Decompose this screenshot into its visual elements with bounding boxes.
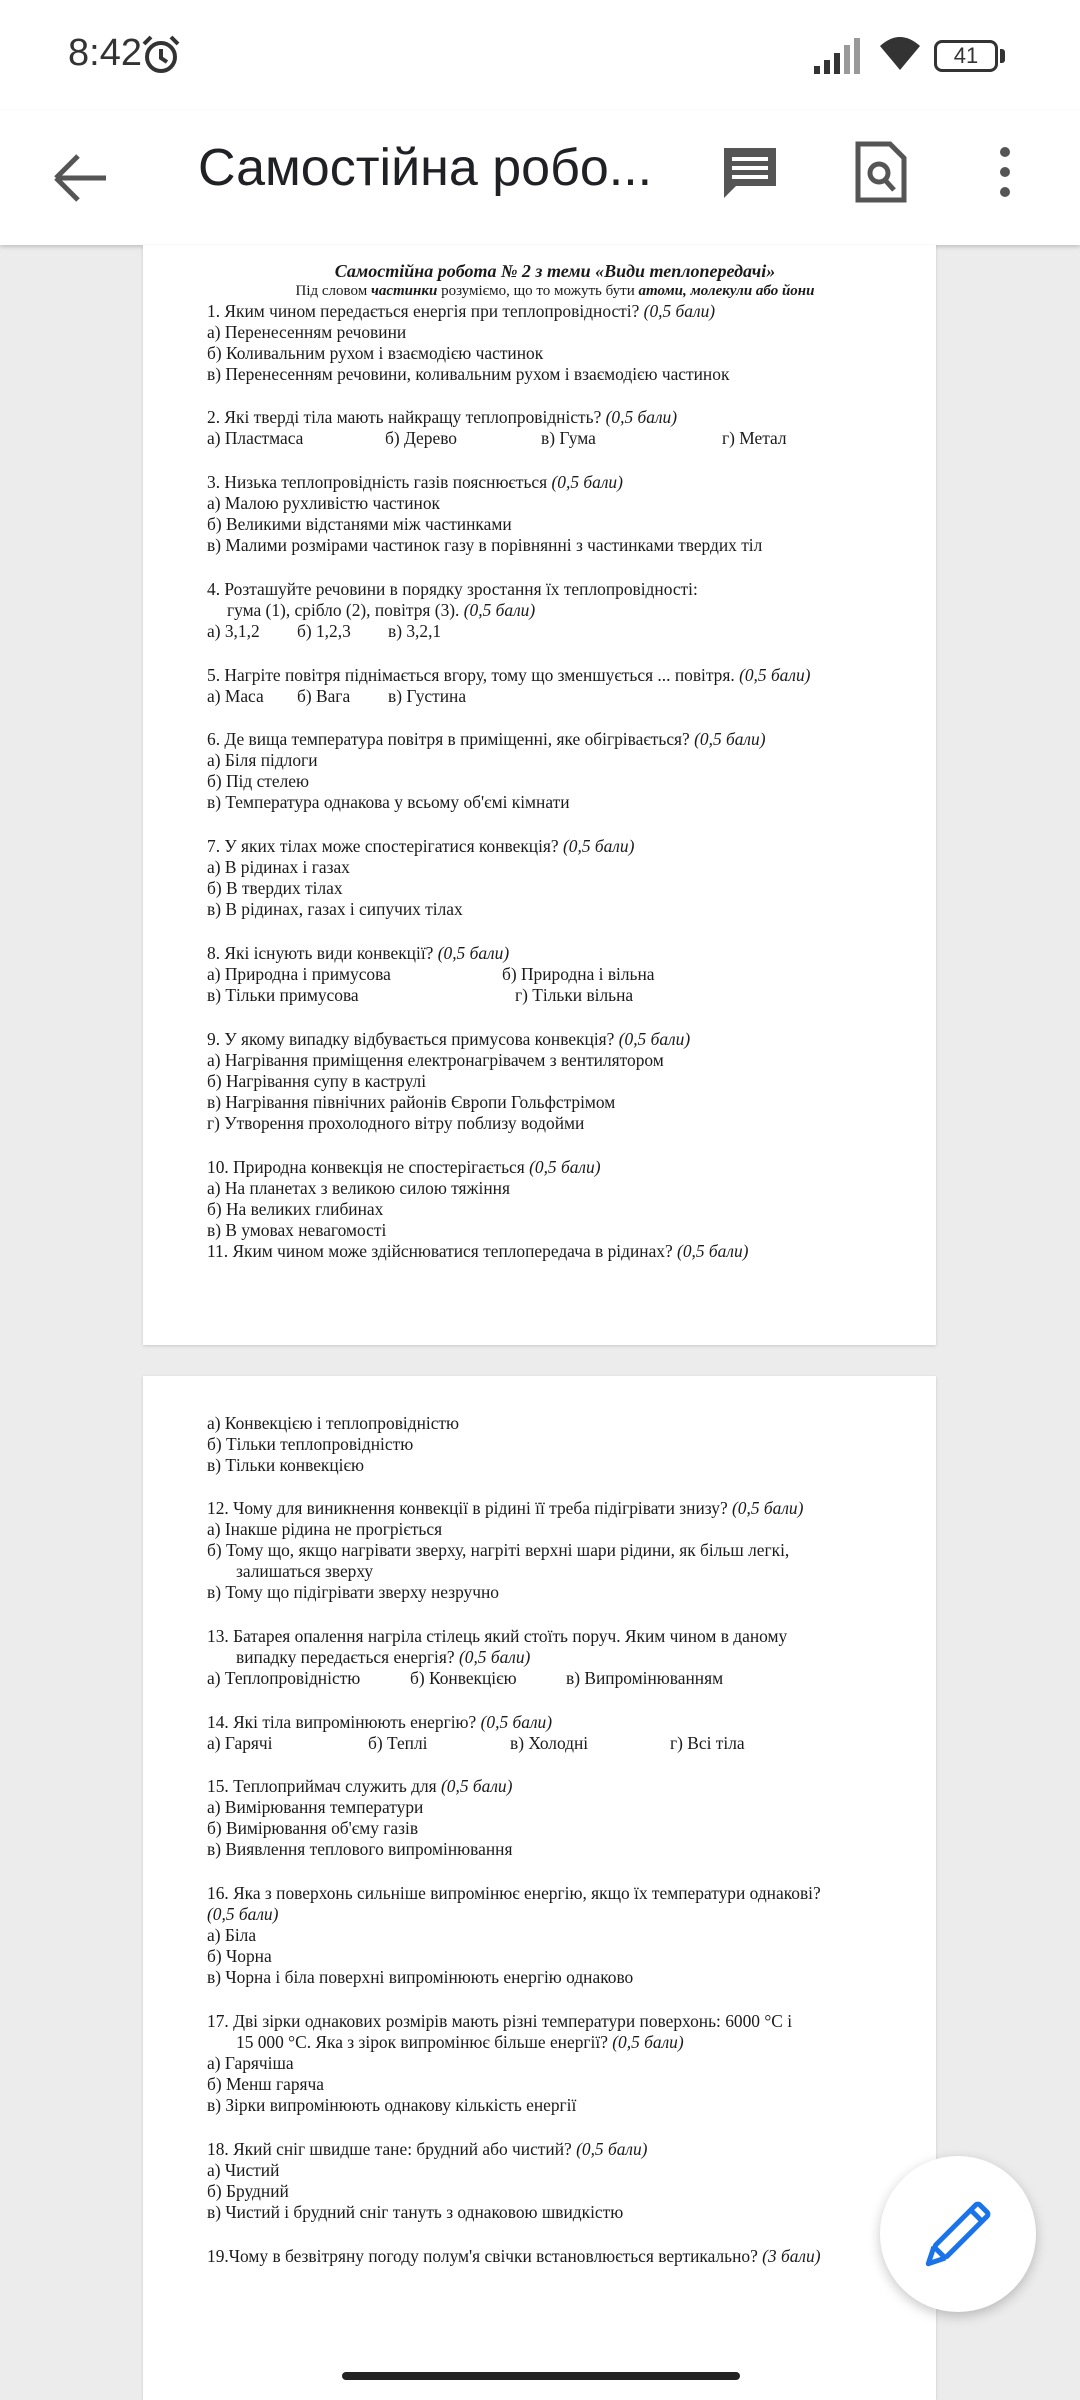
battery-level: 41 (953, 43, 979, 68)
answer-option: в) Тільки конвекцією (207, 1455, 364, 1475)
question-6: 6. Де вища температура повітря в приміщенні, яке обігрівається? (0,5 бали) (207, 729, 766, 749)
answer-option: а) Гарячіша (207, 2053, 294, 2073)
answer-option: б) Менш гаряча (207, 2074, 324, 2094)
answer-option-continued: залишаться зверху (236, 1561, 374, 1581)
status-time: 8:42 (68, 32, 142, 74)
question-8: 8. Які існують види конвекції? (0,5 бали) (207, 943, 510, 963)
wifi-icon (878, 34, 922, 74)
answer-option: в) Чистий і брудний сніг тануть з однаковою швидкістю (207, 2202, 624, 2222)
answer-option: в) Гума (541, 428, 596, 448)
question-2: 2. Які тверді тіла мають найкращу теплопровідність? (0,5 бали) (207, 407, 678, 427)
question-1: 1. Яким чином передається енергія при теплопровідності? (0,5 бали) (207, 301, 716, 321)
question-4: 4. Розташуйте речовини в порядку зростання їх теплопровідності: (207, 579, 698, 599)
answer-option: а) Вимірювання температури (207, 1797, 424, 1817)
question-13: 13. Батарея опалення нагріла стілець який стоїть поруч. Яким чином в даному (207, 1626, 788, 1646)
question-15: 15. Теплоприймач служить для (0,5 бали) (207, 1776, 513, 1796)
answer-option: в) Нагрівання північних районів Європи Гольфстрімом (207, 1092, 616, 1112)
question-11: 11. Яким чином може здійснюватися теплопередача в рідинах? (0,5 бали) (207, 1241, 749, 1261)
answer-option: а) Біля підлоги (207, 750, 318, 770)
answer-option: а) На планетах з великою силою тяжіння (207, 1178, 510, 1198)
answer-option: б) Дерево (385, 428, 457, 448)
answer-option: г) Тільки вільна (515, 985, 634, 1005)
question-4-continued: гума (1), срібло (2), повітря (3). (0,5 бали) (227, 600, 536, 620)
answer-option: б) Під стелею (207, 771, 310, 791)
answer-option: а) Маса (207, 686, 264, 706)
question-3: 3. Низька теплопровідність газів пояснюється (0,5 бали) (207, 472, 623, 492)
answer-option: в) Випромінюванням (566, 1668, 724, 1688)
answer-option: г) Всі тіла (670, 1733, 745, 1753)
answer-option: в) Перенесенням речовини, коливальним рухом і взаємодією частинок (207, 364, 730, 384)
answer-option: в) Густина (388, 686, 467, 706)
answer-option: а) Біла (207, 1925, 257, 1945)
document-page-2[interactable] (143, 1376, 936, 2400)
answer-option: а) Гарячі (207, 1733, 273, 1753)
question-10: 10. Природна конвекція не спостерігається (0,5 бали) (207, 1157, 601, 1177)
question-17-continued: 15 000 °С. Яка з зірок випромінює більше енергії? (0,5 бали) (236, 2032, 684, 2052)
answer-option: а) Перенесенням речовини (207, 322, 407, 342)
answer-option: в) Тому що підігрівати зверху незручно (207, 1582, 499, 1602)
answer-option: б) Брудний (207, 2181, 289, 2201)
answer-option: б) Великими відстанями між частинками (207, 514, 512, 534)
answer-option: а) Інакше рідина не прогріється (207, 1519, 443, 1539)
answer-option: б) Теплі (368, 1733, 428, 1753)
answer-option: б) На великих глибинах (207, 1199, 384, 1219)
answer-option: а) Малою рухливістю частинок (207, 493, 440, 513)
question-13-continued: випадку передається енергія? (0,5 бали) (236, 1647, 531, 1667)
edit-fab-button[interactable] (880, 2156, 1036, 2312)
answer-option: в) Холодні (510, 1733, 589, 1753)
find-in-document-icon[interactable] (854, 140, 908, 204)
answer-option: в) Малими розмірами частинок газу в порівнянні з частинками твердих тіл (207, 535, 763, 555)
answer-option: г) Метал (722, 428, 787, 448)
answer-option: б) Тому що, якщо нагрівати зверху, нагріті верхні шари рідини, як більш легкі, (207, 1540, 790, 1560)
answer-option: г) Утворення прохолодного вітру поблизу водойми (207, 1113, 585, 1133)
answer-option: б) Чорна (207, 1946, 272, 1966)
answer-option: в) В умовах невагомості (207, 1220, 387, 1240)
app-bar (0, 110, 1080, 245)
question-7: 7. У яких тілах може спостерігатися конвекція? (0,5 бали) (207, 836, 635, 856)
answer-option: в) В рідинах, газах і сипучих тілах (207, 899, 463, 919)
answer-option: б) Вимірювання об'єму газів (207, 1818, 419, 1838)
answer-option: а) В рідинах і газах (207, 857, 350, 877)
answer-option: а) Теплопровідністю (207, 1668, 361, 1688)
question-5: 5. Нагріте повітря піднімається вгору, тому що зменшується ... повітря. (0,5 бали) (207, 665, 811, 685)
question-17: 17. Дві зірки однакових розмірів мають різні температури поверхонь: 6000 °С і (207, 2011, 793, 2031)
battery-indicator (934, 40, 998, 72)
answer-option: а) Конвекцією і теплопровідністю (207, 1413, 460, 1433)
question-19: 19.Чому в безвітряну погоду полум'я свічки встановлюється вертикально? (3 бали) (207, 2246, 821, 2266)
worksheet-subtitle: Під словом частинки розуміємо, що то можуть бути атоми, молекули або йони (295, 283, 815, 299)
answer-option: а) 3,1,2 (207, 621, 260, 641)
document-page-1[interactable] (143, 245, 936, 1345)
question-12: 12. Чому для виникнення конвекції в рідині її треба підігрівати знизу? (0,5 бали) (207, 1498, 804, 1518)
answer-option: в) Тільки примусова (207, 985, 359, 1005)
pencil-icon (880, 2156, 1036, 2312)
question-16: 16. Яка з поверхонь сильніше випромінює енергію, якщо їх температури однакові? (207, 1883, 821, 1903)
document-title: Самостійна робо... (198, 139, 653, 197)
alarm-icon (140, 34, 182, 76)
answer-option: б) Вага (297, 686, 351, 706)
answer-option: а) Пластмаса (207, 428, 304, 448)
question-16-points: (0,5 бали) (207, 1904, 279, 1924)
comment-icon[interactable] (718, 140, 782, 204)
question-14: 14. Які тіла випромінюють енергію? (0,5 бали) (207, 1712, 553, 1732)
signal-icon (812, 36, 862, 76)
answer-option: в) Чорна і біла поверхні випромінюють енергію однаково (207, 1967, 634, 1987)
answer-option: а) Чистий (207, 2160, 280, 2180)
answer-option: а) Природна і примусова (207, 964, 391, 984)
answer-option: в) Зірки випромінюють однакову кількість енергії (207, 2095, 577, 2115)
worksheet-title: Самостійна робота № 2 з теми «Види теплопередачі» (334, 261, 776, 281)
answer-option: б) В твердих тілах (207, 878, 343, 898)
question-9: 9. У якому випадку відбувається примусова конвекція? (0,5 бали) (207, 1029, 691, 1049)
back-arrow-icon[interactable] (48, 146, 112, 210)
status-bar (0, 0, 1080, 110)
question-18: 18. Який сніг швидше тане: брудний або чистий? (0,5 бали) (207, 2139, 648, 2159)
answer-option: б) 1,2,3 (297, 621, 351, 641)
more-options-icon[interactable] (995, 140, 1015, 204)
answer-option: б) Нагрівання супу в каструлі (207, 1071, 427, 1091)
battery-nub (1000, 49, 1005, 63)
answer-option: а) Нагрівання приміщення електронагрівачем з вентилятором (207, 1050, 664, 1070)
answer-option: б) Тільки теплопровідністю (207, 1434, 414, 1454)
answer-option: б) Природна і вільна (502, 964, 655, 984)
answer-option: в) Виявлення теплового випромінювання (207, 1839, 513, 1859)
answer-option: б) Коливальним рухом і взаємодією частинок (207, 343, 544, 363)
answer-option: в) Температура однакова у всьому об'ємі кімнати (207, 792, 570, 812)
answer-option: в) 3,2,1 (388, 621, 442, 641)
gesture-navigation-bar[interactable] (342, 2372, 740, 2380)
answer-option: б) Конвекцією (410, 1668, 517, 1688)
